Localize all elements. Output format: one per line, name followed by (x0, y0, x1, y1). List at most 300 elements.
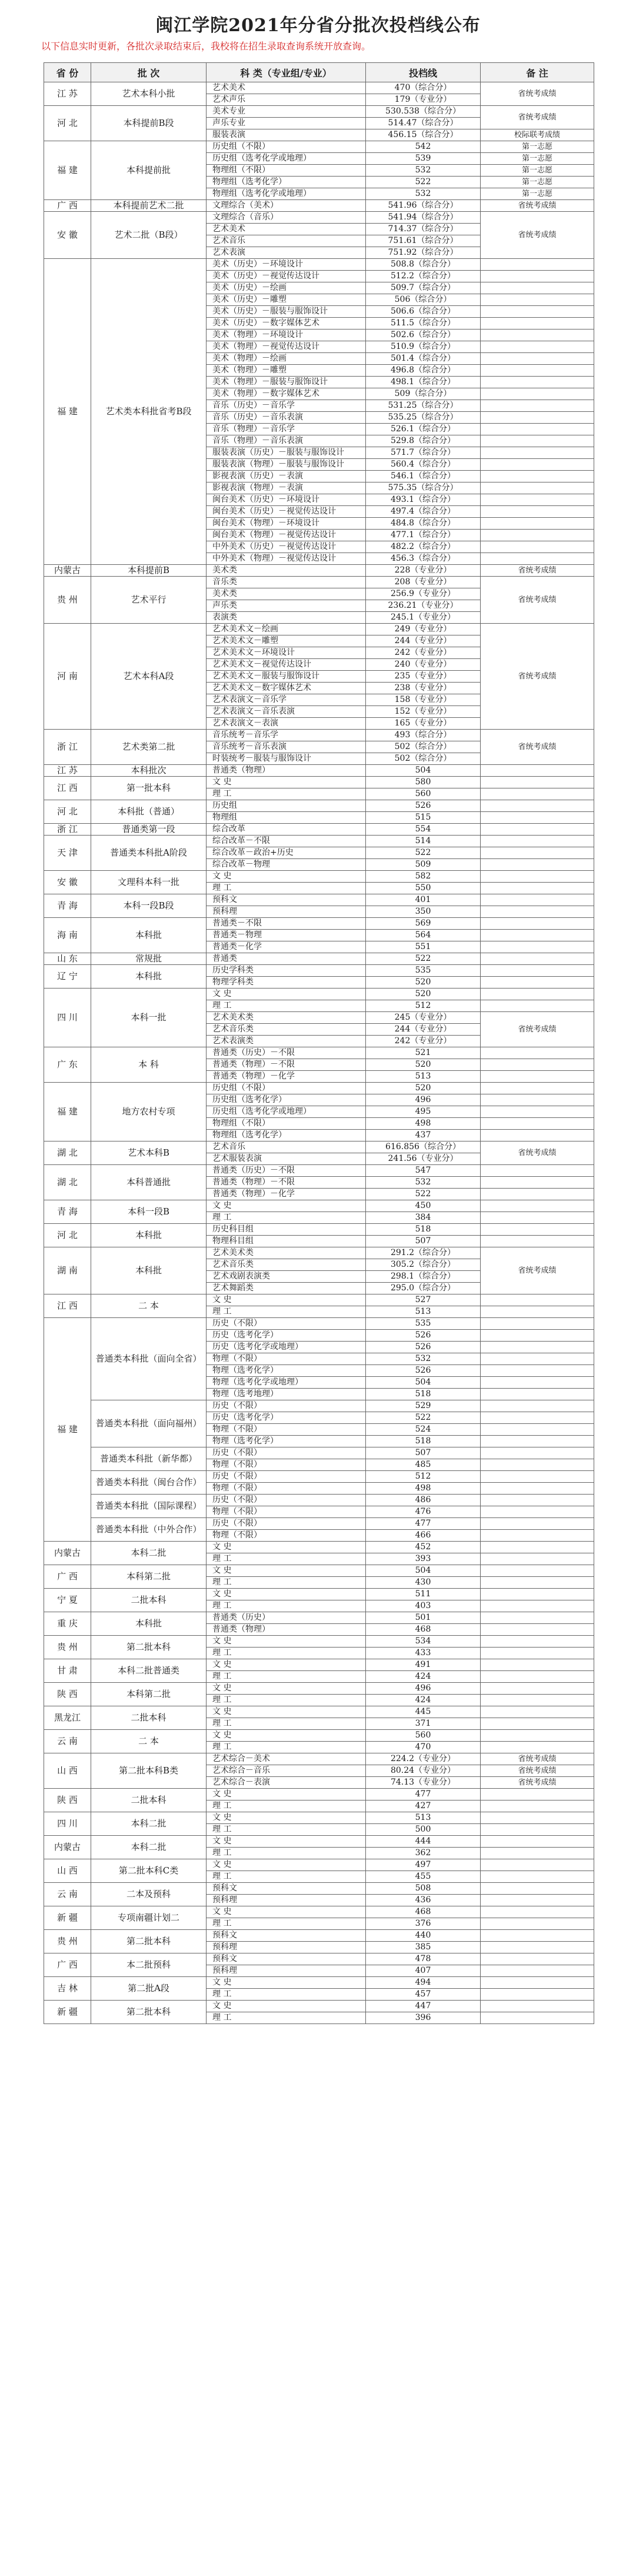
remark-cell (481, 1342, 594, 1353)
table-row (44, 2001, 594, 2012)
score-cell: 501.4（综合分） (366, 353, 481, 365)
remark-cell: 省统考成绩 (481, 624, 594, 730)
subject-cell: 艺术美术文－数字媒体艺术 (207, 683, 366, 694)
subject-cell: 文 史 (207, 1730, 366, 1742)
subject-cell: 美术类 (207, 588, 366, 600)
remark-cell (481, 482, 594, 494)
subject-cell: 历史组（选考化学或地理） (207, 1106, 366, 1118)
province-cell: 天 津 (44, 836, 91, 871)
remark-cell (481, 1953, 594, 1965)
table-row (44, 577, 594, 588)
score-cell: 455 (366, 1871, 481, 1883)
score-cell: 224.2（专业分） (366, 1753, 481, 1765)
batch-cell: 专项南疆计划二 (91, 1906, 207, 1930)
table-row (44, 1294, 594, 1306)
province-cell: 广 西 (44, 200, 91, 212)
table-row (44, 1683, 594, 1695)
remark-cell (481, 341, 594, 353)
subject-cell: 音乐（物理）－音乐表演 (207, 435, 366, 447)
score-cell: 470 (366, 1742, 481, 1753)
score-cell: 80.24（专业分） (366, 1765, 481, 1777)
score-cell: 526.1（综合分） (366, 424, 481, 435)
score-cell: 468 (366, 1906, 481, 1918)
subject-cell: 普通类（物理） (207, 1624, 366, 1636)
score-cell: 236.21（专业分） (366, 600, 481, 612)
remark-cell (481, 1094, 594, 1106)
score-cell: 527 (366, 1294, 481, 1306)
province-cell: 四 川 (44, 1812, 91, 1836)
score-cell: 242（专业分） (366, 647, 481, 659)
remark-cell (481, 1659, 594, 1671)
batch-cell: 本科提前B (91, 565, 207, 577)
remark-cell (481, 553, 594, 565)
score-cell: 560 (366, 1730, 481, 1742)
score-cell: 514.47（综合分） (366, 118, 481, 129)
score-cell: 532 (366, 1353, 481, 1365)
subject-cell: 艺术戏剧表演类 (207, 1271, 366, 1283)
subject-cell: 艺术表演类 (207, 1036, 366, 1047)
score-cell: 447 (366, 2001, 481, 2012)
score-cell: 526 (366, 800, 481, 812)
subject-cell: 美术（物理）－绘画 (207, 353, 366, 365)
subject-cell: 历史组（不限） (207, 1083, 366, 1094)
table-row (44, 1883, 594, 1895)
remark-cell (481, 836, 594, 847)
remark-cell: 省统考成绩 (481, 212, 594, 259)
subject-cell: 物理（不限） (207, 1424, 366, 1436)
province-cell: 福 建 (44, 1083, 91, 1141)
col-header-score: 投档线 (366, 63, 481, 82)
subject-cell: 理 工 (207, 1742, 366, 1753)
batch-cell: 本科第二批 (91, 1565, 207, 1589)
subject-cell: 物理（不限） (207, 1353, 366, 1365)
remark-cell (481, 1495, 594, 1506)
score-cell: 244（专业分） (366, 1024, 481, 1036)
subject-cell: 物理（选考化学） (207, 1436, 366, 1447)
remark-cell (481, 1506, 594, 1518)
score-cell: 506（综合分） (366, 294, 481, 306)
table-row (44, 1318, 594, 1330)
subject-cell: 艺术美术文－服装与服饰设计 (207, 671, 366, 683)
score-cell: 512.2（综合分） (366, 271, 481, 282)
score-cell: 497.4（综合分） (366, 506, 481, 518)
remark-cell (481, 447, 594, 459)
score-cell: 532 (366, 165, 481, 177)
subject-cell: 普通类（历史）－不限 (207, 1165, 366, 1177)
score-cell: 245（专业分） (366, 1012, 481, 1024)
batch-cell: 本科一批 (91, 989, 207, 1047)
score-cell: 450 (366, 1200, 481, 1212)
score-cell: 376 (366, 1918, 481, 1930)
table-row (44, 1083, 594, 1094)
table-row (44, 141, 594, 153)
subject-cell: 艺术美术 (207, 224, 366, 235)
remark-cell (481, 518, 594, 530)
subject-cell: 文 史 (207, 1589, 366, 1600)
table-row (44, 1836, 594, 1848)
score-cell: 240（专业分） (366, 659, 481, 671)
score-cell: 524 (366, 1424, 481, 1436)
province-cell: 山 西 (44, 1753, 91, 1789)
subject-cell: 文 史 (207, 871, 366, 883)
table-row (44, 1200, 594, 1212)
subject-cell: 理 工 (207, 1600, 366, 1612)
remark-cell (481, 1636, 594, 1648)
batch-cell: 普通类本科批（中外合作） (91, 1518, 207, 1542)
table-row (44, 1047, 594, 1059)
remark-cell (481, 282, 594, 294)
subject-cell: 文 史 (207, 1977, 366, 1989)
province-cell: 安 徽 (44, 212, 91, 259)
province-cell: 海 南 (44, 918, 91, 953)
province-cell: 福 建 (44, 259, 91, 565)
score-cell: 513 (366, 1812, 481, 1824)
remark-cell (481, 294, 594, 306)
score-cell: 515 (366, 812, 481, 824)
subject-cell: 历史（不限） (207, 1495, 366, 1506)
batch-cell: 艺术二批（B段） (91, 212, 207, 259)
score-cell: 535 (366, 1318, 481, 1330)
subject-cell: 历史学科类 (207, 965, 366, 977)
score-cell: 508 (366, 1883, 481, 1895)
subject-cell: 历史组（不限） (207, 141, 366, 153)
subject-cell: 美术（历史）－雕塑 (207, 294, 366, 306)
remark-cell (481, 1848, 594, 1859)
score-cell: 371 (366, 1718, 481, 1730)
subject-cell: 艺术服装表演 (207, 1153, 366, 1165)
remark-cell (481, 1000, 594, 1012)
batch-cell: 本科第二批 (91, 1683, 207, 1706)
batch-cell: 本科普通批 (91, 1165, 207, 1200)
remark-cell (481, 1400, 594, 1412)
subject-cell: 理 工 (207, 1800, 366, 1812)
batch-cell: 艺术平行 (91, 577, 207, 624)
remark-cell: 省统考成绩 (481, 1247, 594, 1294)
score-cell: 506.6（综合分） (366, 306, 481, 318)
subject-cell: 文 史 (207, 1859, 366, 1871)
subject-cell: 音乐类 (207, 577, 366, 588)
batch-cell: 普通类本科批（国际课程） (91, 1495, 207, 1518)
remark-cell (481, 965, 594, 977)
score-cell: 526 (366, 1365, 481, 1377)
score-cell: 393 (366, 1553, 481, 1565)
table-row (44, 871, 594, 883)
subject-cell: 影视表演（历史）－表演 (207, 471, 366, 482)
table-row (44, 1953, 594, 1965)
subject-cell: 历史（不限） (207, 1318, 366, 1330)
remark-cell (481, 1742, 594, 1753)
remark-cell (481, 1306, 594, 1318)
subject-cell: 理 工 (207, 1212, 366, 1224)
score-cell: 470（综合分） (366, 82, 481, 94)
subject-cell: 文 史 (207, 1706, 366, 1718)
province-cell: 安 徽 (44, 871, 91, 894)
score-cell: 430 (366, 1577, 481, 1589)
subject-cell: 文 史 (207, 1294, 366, 1306)
subject-cell: 艺术美术 (207, 82, 366, 94)
remark-cell (481, 1989, 594, 2001)
score-cell: 508.8（综合分） (366, 259, 481, 271)
province-cell: 广 东 (44, 1047, 91, 1083)
table-row (44, 1400, 594, 1412)
score-cell: 529 (366, 1400, 481, 1412)
subject-cell: 物理科目组 (207, 1236, 366, 1247)
remark-cell (481, 1165, 594, 1177)
table-row (44, 1977, 594, 1989)
batch-cell: 普通类本科批（闽台合作） (91, 1471, 207, 1495)
notice-text: 以下信息实时更新，各批次录取结束后，我校将在招生录取查询系统开放查询。 (41, 41, 371, 52)
batch-cell: 地方农村专项 (91, 1083, 207, 1141)
remark-cell (481, 1212, 594, 1224)
subject-cell: 预科理 (207, 1965, 366, 1977)
subject-cell: 普通类（物理）－不限 (207, 1059, 366, 1071)
remark-cell (481, 424, 594, 435)
batch-cell: 普通类本科批（新华都） (91, 1447, 207, 1471)
score-cell: 526 (366, 1342, 481, 1353)
score-cell: 158（专业分） (366, 694, 481, 706)
score-cell: 539 (366, 153, 481, 165)
subject-cell: 物理（选考地理） (207, 1389, 366, 1400)
remark-cell (481, 1718, 594, 1730)
province-cell: 广 西 (44, 1565, 91, 1589)
score-cell: 507 (366, 1447, 481, 1459)
score-cell: 433 (366, 1648, 481, 1659)
subject-cell: 艺术音乐类 (207, 1259, 366, 1271)
subject-cell: 理 工 (207, 1306, 366, 1318)
batch-cell: 本科批（普通） (91, 800, 207, 824)
remark-cell (481, 1189, 594, 1200)
remark-cell (481, 1883, 594, 1895)
remark-cell (481, 953, 594, 965)
score-cell: 518 (366, 1436, 481, 1447)
batch-cell: 本科批次 (91, 765, 207, 777)
province-cell: 浙 江 (44, 730, 91, 765)
table-row (44, 730, 594, 741)
subject-cell: 普通类－化学 (207, 941, 366, 953)
province-cell: 云 南 (44, 1883, 91, 1906)
province-cell: 辽 宁 (44, 965, 91, 989)
batch-cell: 常规批 (91, 953, 207, 965)
subject-cell: 预科文 (207, 1883, 366, 1895)
subject-cell: 艺术舞蹈类 (207, 1283, 366, 1294)
score-cell: 456.3（综合分） (366, 553, 481, 565)
remark-cell (481, 1577, 594, 1589)
score-cell: 384 (366, 1212, 481, 1224)
page-title: 闽江学院2021年分省分批次投档线公布 (155, 15, 481, 36)
batch-cell: 二 本 (91, 1730, 207, 1753)
table-row (44, 1706, 594, 1718)
province-cell: 河 北 (44, 800, 91, 824)
subject-cell: 美术专业 (207, 106, 366, 118)
remark-cell (481, 1436, 594, 1447)
subject-cell: 美术（物理）－视觉传达设计 (207, 341, 366, 353)
subject-cell: 美术（物理）－服装与服饰设计 (207, 377, 366, 388)
score-cell: 535 (366, 965, 481, 977)
table-row (44, 1753, 594, 1765)
remark-cell (481, 906, 594, 918)
subject-cell: 普通类（物理） (207, 765, 366, 777)
score-cell: 532 (366, 188, 481, 200)
remark-cell (481, 365, 594, 377)
subject-cell: 历史（不限） (207, 1400, 366, 1412)
subject-cell: 美术（物理）－数字媒体艺术 (207, 388, 366, 400)
subject-cell: 美术类 (207, 565, 366, 577)
remark-cell (481, 1083, 594, 1094)
table-row (44, 953, 594, 965)
batch-cell: 本科批 (91, 1612, 207, 1636)
subject-cell: 艺术音乐类 (207, 1024, 366, 1036)
score-cell: 522 (366, 177, 481, 188)
subject-cell: 物理（不限） (207, 1530, 366, 1542)
subject-cell: 理 工 (207, 1553, 366, 1565)
col-header-batch: 批 次 (91, 63, 207, 82)
score-cell: 522 (366, 1412, 481, 1424)
subject-cell: 闽台美术（历史）－视觉传达设计 (207, 506, 366, 518)
remark-cell (481, 989, 594, 1000)
subject-cell: 预科理 (207, 906, 366, 918)
province-cell: 山 东 (44, 953, 91, 965)
score-cell: 256.9（专业分） (366, 588, 481, 600)
batch-cell: 艺术类本科批省考B段 (91, 259, 207, 565)
score-cell: 495 (366, 1106, 481, 1118)
subject-cell: 文 史 (207, 1906, 366, 1918)
batch-cell: 本科提前艺术二批 (91, 200, 207, 212)
remark-cell: 省统考成绩 (481, 82, 594, 106)
score-cell: 532 (366, 1177, 481, 1189)
score-cell: 554 (366, 824, 481, 836)
remark-cell (481, 1471, 594, 1483)
remark-cell (481, 800, 594, 812)
score-cell: 534 (366, 1636, 481, 1648)
remark-cell (481, 1424, 594, 1436)
batch-cell: 本科二批普通类 (91, 1659, 207, 1683)
subject-cell: 声乐专业 (207, 118, 366, 129)
province-cell: 贵 州 (44, 1930, 91, 1953)
score-cell: 509.7（综合分） (366, 282, 481, 294)
batch-cell: 本科二批 (91, 1542, 207, 1565)
batch-cell: 二 本 (91, 1294, 207, 1318)
remark-cell (481, 494, 594, 506)
score-cell: 751.61（综合分） (366, 235, 481, 247)
remark-cell (481, 871, 594, 883)
province-cell: 福 建 (44, 141, 91, 200)
province-cell: 广 西 (44, 1953, 91, 1977)
score-cell: 501 (366, 1612, 481, 1624)
score-cell: 512 (366, 1000, 481, 1012)
col-header-remark: 备 注 (481, 63, 594, 82)
table-row (44, 1789, 594, 1800)
batch-cell: 第一批本科 (91, 777, 207, 800)
remark-cell (481, 930, 594, 941)
score-cell: 477 (366, 1789, 481, 1800)
table-row (44, 1518, 594, 1530)
subject-cell: 闽台美术（历史）－环境设计 (207, 494, 366, 506)
subject-cell: 艺术音乐 (207, 235, 366, 247)
batch-cell: 普通类本科批（面向全省） (91, 1318, 207, 1400)
remark-cell: 校际联考成绩 (481, 129, 594, 141)
score-cell: 522 (366, 1189, 481, 1200)
table-row (44, 777, 594, 788)
remark-cell (481, 1224, 594, 1236)
province-cell: 新 疆 (44, 1906, 91, 1930)
score-cell: 520 (366, 989, 481, 1000)
subject-cell: 文 史 (207, 1789, 366, 1800)
score-cell: 385 (366, 1942, 481, 1953)
score-cell: 560 (366, 788, 481, 800)
score-cell: 74.13（专业分） (366, 1777, 481, 1789)
subject-cell: 艺术表演文－音乐学 (207, 694, 366, 706)
subject-cell: 艺术表演 (207, 247, 366, 259)
batch-cell: 第二批A段 (91, 1977, 207, 2001)
subject-cell: 普通类（物理）－化学 (207, 1071, 366, 1083)
batch-cell: 本 科 (91, 1047, 207, 1083)
score-cell: 445 (366, 1706, 481, 1718)
score-cell: 541.96（综合分） (366, 200, 481, 212)
table-row (44, 1812, 594, 1824)
province-cell: 贵 州 (44, 1636, 91, 1659)
score-cell: 514 (366, 836, 481, 847)
batch-cell: 本科批 (91, 1224, 207, 1247)
subject-cell: 理 工 (207, 1718, 366, 1730)
batch-cell: 二批本科 (91, 1706, 207, 1730)
score-cell: 165（专业分） (366, 718, 481, 730)
subject-cell: 物理学科类 (207, 977, 366, 989)
remark-cell (481, 271, 594, 282)
score-cell: 241.56（专业分） (366, 1153, 481, 1165)
remark-cell (481, 941, 594, 953)
remark-cell (481, 506, 594, 518)
score-cell: 575.35（综合分） (366, 482, 481, 494)
subject-cell: 历史（选考化学） (207, 1330, 366, 1342)
score-cell: 511.5（综合分） (366, 318, 481, 330)
province-cell: 宁 夏 (44, 1589, 91, 1612)
score-cell: 520 (366, 1083, 481, 1094)
score-cell: 521 (366, 1047, 481, 1059)
remark-cell: 第一志愿 (481, 153, 594, 165)
province-cell: 贵 州 (44, 577, 91, 624)
subject-cell: 声乐类 (207, 600, 366, 612)
subject-cell: 美术（历史）－绘画 (207, 282, 366, 294)
subject-cell: 历史（不限） (207, 1447, 366, 1459)
score-cell: 496 (366, 1094, 481, 1106)
province-cell: 江 西 (44, 777, 91, 800)
subject-cell: 美术（历史）－视觉传达设计 (207, 271, 366, 282)
score-cell: 291.2（综合分） (366, 1247, 481, 1259)
remark-cell (481, 1059, 594, 1071)
score-cell: 504 (366, 1565, 481, 1577)
score-cell: 491 (366, 1659, 481, 1671)
score-cell: 350 (366, 906, 481, 918)
score-cell: 560.4（综合分） (366, 459, 481, 471)
score-cell: 466 (366, 1530, 481, 1542)
subject-cell: 理 工 (207, 1871, 366, 1883)
table-row (44, 965, 594, 977)
subject-cell: 艺术表演文－音乐表演 (207, 706, 366, 718)
subject-cell: 文 史 (207, 1565, 366, 1577)
score-cell: 511 (366, 1589, 481, 1600)
table-row (44, 918, 594, 930)
score-cell: 427 (366, 1800, 481, 1812)
table-row (44, 212, 594, 224)
score-cell: 502.6（综合分） (366, 330, 481, 341)
score-cell: 235（专业分） (366, 671, 481, 683)
subject-cell: 美术（历史）－环境设计 (207, 259, 366, 271)
province-cell: 山 西 (44, 1859, 91, 1883)
remark-cell (481, 1459, 594, 1471)
batch-cell: 二批本科 (91, 1589, 207, 1612)
table-row (44, 1542, 594, 1553)
subject-cell: 普通类 (207, 953, 366, 965)
